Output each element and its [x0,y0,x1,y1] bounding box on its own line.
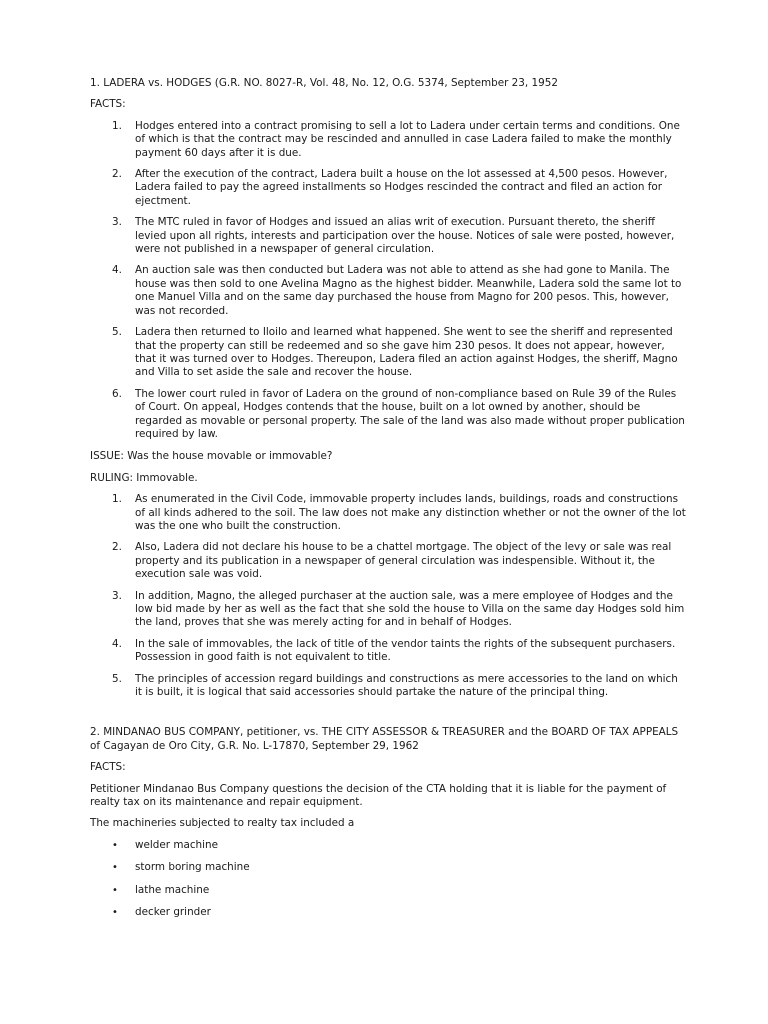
list-item [90,387,689,442]
case2-paragraph: Petitioner Mindanao Bus Company questions the decision of the CTA holding that it is liable for the payment of realty tax on its maintenance and repair equipment. [90,782,667,809]
item-number: 4. [112,637,122,650]
document-page [90,77,690,929]
item-text: Also, Ladera did not declare his house to be a chattel mortgage. The object of the levy or sale was real property and its publication in a newspaper of general circulation was indespensible. Without it, the execution sale was void. [135,541,675,581]
item-number: 3. [112,589,122,602]
list-item [90,541,686,581]
section-spacer [90,708,686,726]
item-text: In addition, Magno, the alleged purchaser at the auction sale, was a mere employee of Hodges and the low bid made by her as well as the fact that she sold the house to Villa on the same day Hodges sold him the land, proves that she was merely acting for and in behalf of Hodges. [135,589,688,629]
item-number: 1. [112,119,122,132]
item-text: decker grinder [135,906,211,919]
case1-title: 1. LADERA vs. HODGES (G.R. NO. 8027-R, Vol. 48, No. 12, O.G. 5374, September 23, 1952 [90,77,558,89]
item-text: lathe machine [135,883,210,896]
item-number: 5. [112,672,122,685]
bullet-icon: • [112,839,118,851]
item-number: 2. [112,541,122,554]
list-item [90,673,686,700]
item-text: Hodges entered into a contract promising to sell a lot to Ladera under certain terms and conditions. One of which is that the contract may be rescinded and annulled in case Ladera failed to make the monthly payment 60 days after it is due. [135,119,684,159]
item-text: welder machine [135,838,218,851]
case2-title: 2. MINDANAO BUS COMPANY, petitioner, vs. THE CITY ASSESSOR & TREASURER and the BOARD OF TAX APPEALS of Cagayan de Oro City, G.R. No. L-17870, September 29, 1962 [90,726,679,752]
item-text: An auction sale was then conducted but Ladera was not able to attend as she had gone to Manila. The house was then sold to one Avelina Magno as the highest bidder. Meanwhile, Ladera sold the same lot to one Manuel Villa and on the same day purchased the house from Magno for 200 pesos. This, however, was not recorded. [135,264,685,317]
case2-facts-label: FACTS: [90,761,126,774]
item-text: The lower court ruled in favor of Ladera on the ground of non-compliance based on Rule 39 of the Rules of Court. On appeal, Hodges contends that the house, built on a lot owned by another, should be regarded as movable or personal property. The sale of the land was also made without proper publication required by law. [135,387,689,440]
list-item [90,326,686,380]
item-text: storm boring machine [135,861,250,874]
case1-facts-label: FACTS: [90,98,126,111]
list-item [90,861,686,874]
item-text: Ladera then returned to Iloilo and learned what happened. She went to see the sheriff and represented that the property can still be redeemed and so she gave him 230 pesos. It does not appear, however, that it was turned over to Hodges. Thereupon, Ladera filed an action against Hodges, the sheriff, Magno and Villa to set aside the sale and recover the house. [135,326,681,379]
case2-machines-list [90,839,686,920]
item-text: As enumerated in the Civil Code, immovable property includes lands, buildings, roads and constructions of all kinds adhered to the soil. The law does not make any distinction whether or not the owner of the lot was the one who built the construction. [135,493,690,532]
item-text: In the sale of immovables, the lack of title of the vendor taints the rights of the subsequent purchasers. Possession in good faith is not equivalent to title. [135,637,679,664]
list-item [90,120,686,160]
item-text: The MTC ruled in favor of Hodges and issued an alias writ of execution. Pursuant thereto, the sheriff levied upon all rights, interests and participation over the house. Notices of sale were posted, however, were not published in a newspaper of general circulation. [135,216,678,256]
list-item [90,906,686,919]
list-item [90,839,686,852]
list-item [90,216,686,256]
bullet-icon: • [112,907,118,919]
case1-issue: ISSUE: Was the house movable or immovable? [90,450,333,463]
case1-facts-list [90,119,689,442]
item-number: 6. [112,387,122,400]
list-item [90,638,686,665]
list-item [90,590,686,630]
list-item [90,493,690,533]
list-item [90,884,686,897]
item-number: 5. [112,326,122,339]
bullet-icon: • [112,884,118,896]
item-number: 2. [112,168,122,181]
item-number: 4. [112,264,122,277]
bullet-icon: • [112,862,118,874]
item-text: After the execution of the contract, Ladera built a house on the lot assessed at 4,500 pesos. However, Ladera failed to pay the agreed installments so Hodges rescinded the contract and filed an action for ejectment. [135,168,671,207]
case2-machines-intro: The machineries subjected to realty tax included a [90,817,355,830]
case1-ruling-label: RULING: Immovable. [90,471,198,484]
list-item [90,168,686,208]
item-text: The principles of accession regard buildings and constructions as mere accessories to the land on which it is built, it is logical that said accessories should partake the nature of the principal thing. [135,672,682,699]
item-number: 3. [112,216,122,229]
item-number: 1. [112,493,122,506]
list-item [90,264,686,318]
case1-ruling-list [90,493,690,699]
